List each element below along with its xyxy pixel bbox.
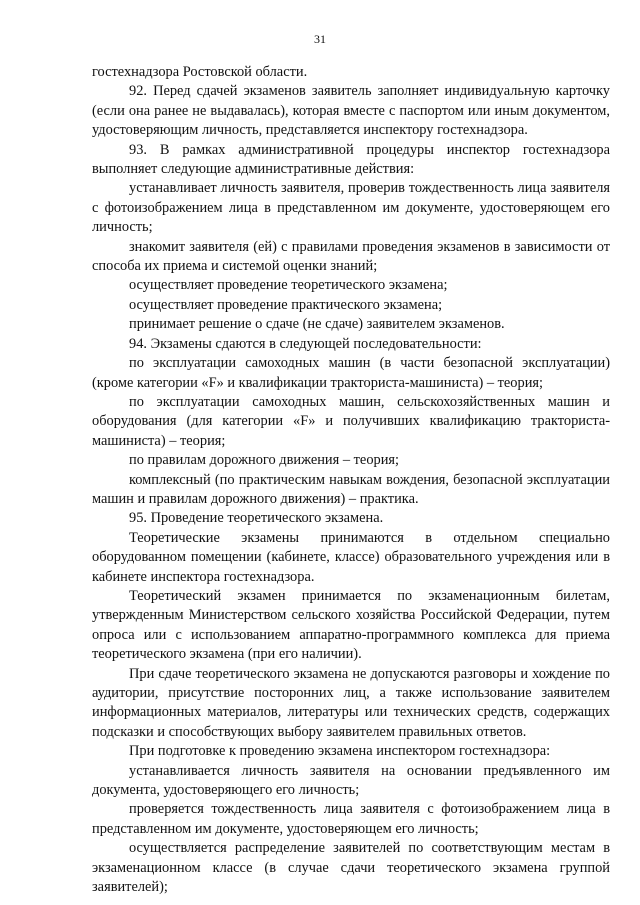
- list-item: по эксплуатации самоходных машин (в части безопасной эксплуатации) (кроме категории «F» и квалификации тракториста-машиниста) – теория;: [92, 355, 610, 391]
- paragraph: При сдаче теоретического экзамена не допускаются разговоры и хождение по аудитории, присутствие посторонних лиц, а также использование заявителем информационных материалов, литературы или технических средств, содержащих подсказки и способствующих выбору заявителем правильных ответов.: [92, 665, 610, 740]
- paragraph-item-95: 95. Проведение теоретического экзамена.: [129, 510, 384, 527]
- list-item: устанавливается личность заявителя на основании предъявленного им документа, удостоверяющего его личность;: [92, 762, 610, 799]
- document-body: [92, 63, 610, 897]
- paragraph-item-93: 93. В рамках административной процедуры инспектор гостехнадзора выполняет следующие административные действия:: [92, 141, 610, 178]
- list-item: по правилам дорожного движения – теория;: [129, 452, 400, 469]
- list-item: осуществляется распределение заявителей по соответствующим местам в экзаменационном классе (в случае сдачи теоретического экзамена группой заявителей);: [92, 840, 610, 896]
- page-number: 31: [314, 32, 326, 46]
- paragraph-item-92: 92. Перед сдачей экзаменов заявитель заполняет индивидуальную карточку (если она ранее не выдавалась), которая вместе с паспортом или иным документом, удостоверяющим личность, представляется инспектору гостехнадзора.: [92, 83, 610, 139]
- list-item: комплексный (по практическим навыкам вождения, безопасной эксплуатации машин и правилам дорожного движения) – практика.: [92, 471, 610, 507]
- list-item: проверяется тождественность лица заявителя с фотоизображением лица в представленном им документе, удостоверяющем его личность;: [92, 801, 610, 837]
- paragraph: Теоретический экзамен принимается по экзаменационным билетам, утвержденным Министерством сельского хозяйства Российской Федерации, путем опроса или с использованием аппаратно-программного комплекса для приема теоретического экзамена (при его наличии).: [92, 587, 610, 663]
- paragraph-item-94: 94. Экзамены сдаются в следующей последовательности:: [129, 335, 482, 352]
- list-item: знакомит заявителя (ей) с правилами проведения экзаменов в зависимости от способа их приема и системой оценки знаний;: [92, 238, 610, 275]
- paragraph-continuation: гостехнадзора Ростовской области.: [92, 64, 308, 80]
- paragraph: При подготовке к проведению экзамена инспектором гостехнадзора:: [129, 743, 551, 760]
- list-item: принимает решение о сдаче (не сдаче) заявителем экзаменов.: [129, 316, 505, 333]
- list-item: осуществляет проведение практического экзамена;: [129, 296, 443, 313]
- list-item: осуществляет проведение теоретического экзамена;: [129, 277, 448, 294]
- list-item: по эксплуатации самоходных машин, сельскохозяйственных машин и оборудования (для категории «F» и получивших квалификацию тракториста-машиниста) – теория;: [92, 393, 610, 449]
- paragraph: Теоретические экзамены принимаются в отдельном специально оборудованном помещении (кабинете, классе) образовательного учреждения или в кабинете инспектора гостехнадзора.: [92, 529, 610, 585]
- list-item: устанавливает личность заявителя, проверив тождественность лица заявителя с фотоизображением лица в представленном им документе, удостоверяющем его личность;: [92, 180, 610, 236]
